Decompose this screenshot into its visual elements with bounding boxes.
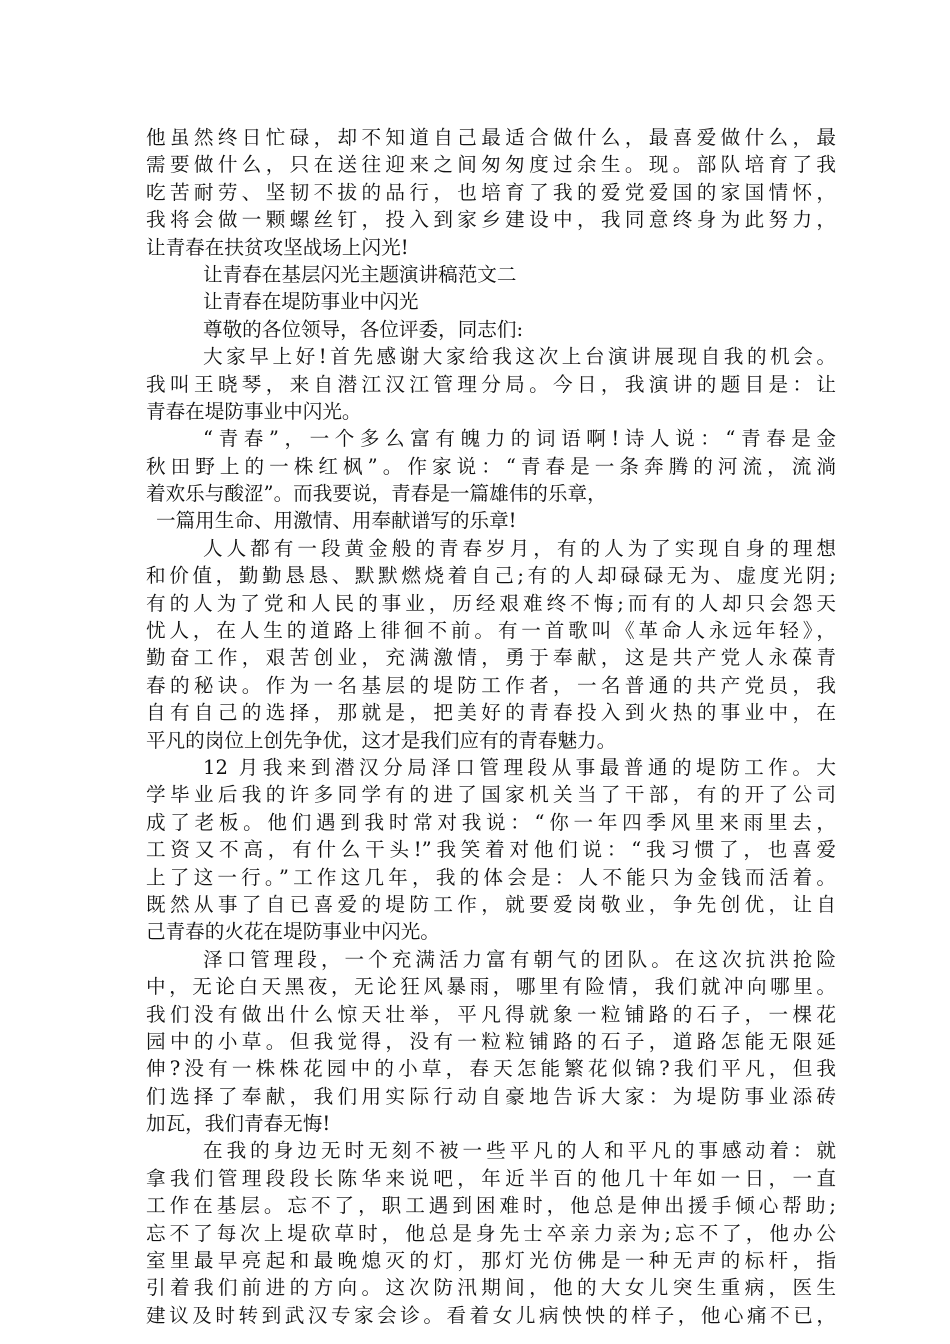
text-line: 学毕业后我的许多同学有的进了国家机关当了干部，有的开了公司 [146, 783, 836, 807]
text-line: 让青春在堤防事业中闪光 [203, 290, 419, 314]
text-line: 上了这一行。”工作这几年，我的体会是：人不能只为金钱而活着。 [146, 865, 836, 889]
text-line: 我将会做一颗螺丝钉，投入到家乡建设中，我同意终身为此努力， [146, 208, 836, 232]
text-line: 12 月我来到潜汉分局泽口管理段从事最普通的堤防工作。大 [203, 755, 836, 779]
text-line: 们选择了奉献，我们用实际行动自豪地告诉大家：为堤防事业添砖 [146, 1084, 836, 1108]
text-line: 己青春的火花在堤防事业中闪光。 [146, 920, 440, 944]
text-line: 和价值，勤勤恳恳、默默燃烧着自己;有的人却碌碌无为、虚度光阴; [146, 564, 836, 588]
text-line: 人人都有一段黄金般的青春岁月，有的人为了实现自身的理想 [203, 536, 836, 560]
text-line: 青春在堤防事业中闪光。 [146, 399, 362, 423]
text-line: 建议及时转到武汉专家会诊。看着女儿病怏怏的样子，他心痛不已， [146, 1303, 836, 1327]
text-line: 尊敬的各位领导，各位评委，同志们: [203, 317, 524, 341]
text-line: 中，无论白天黑夜，无论狂风暴雨，哪里有险情，我们就冲向哪里。 [146, 975, 836, 999]
text-line: 忧人，在人生的道路上徘徊不前。有一首歌叫《革命人永远年轻》， [146, 619, 836, 643]
text-line: 一篇用生命、用激情、用奉献谱写的乐章! [156, 509, 517, 533]
text-line: 平凡的岗位上创先争优，这才是我们应有的青春魅力。 [146, 728, 617, 752]
text-line: 拿我们管理段段长陈华来说吧，年近半百的他几十年如一日，一直 [146, 1166, 836, 1190]
text-line: 室里最早亮起和最晚熄灭的灯，那灯光仿佛是一种无声的标杆，指 [146, 1249, 836, 1273]
text-line: 有的人为了党和人民的事业，历经艰难终不悔;而有的人却只会怨天 [146, 591, 836, 615]
text-line: 忘不了每次上堤砍草时，他总是身先士卒亲力亲为;忘不了，他办公 [146, 1221, 836, 1245]
text-line: 秋田野上的一株红枫”。作家说：“青春是一条奔腾的河流，流淌 [146, 454, 836, 478]
text-line: 工资又不高，有什么干头!”我笑着对他们说：“我习惯了，也喜爱 [146, 838, 836, 862]
text-line: 园中的小草。但我觉得，没有一粒粒铺路的石子，道路怎能无限延 [146, 1029, 836, 1053]
text-line: 加瓦，我们青春无悔! [146, 1112, 331, 1136]
text-line: 让青春在基层闪光主题演讲稿范文二 [203, 262, 517, 286]
text-line: 需要做什么，只在送往迎来之间匆匆度过余生。现。部队培育了我 [146, 153, 836, 177]
text-line: 既然从事了自已喜爱的堤防工作，就要爱岗敬业，争先创优，让自 [146, 892, 836, 916]
text-line: 成了老板。他们遇到我时常对我说：“你一年四季风里来雨里去， [146, 810, 836, 834]
text-line: 工作在基层。忘不了，职工遇到困难时，他总是伸出援手倾心帮助; [146, 1194, 836, 1218]
text-line: 引着我们前进的方向。这次防汛期间，他的大女儿突生重病，医生 [146, 1276, 836, 1300]
text-line: 春的秘诀。作为一名基层的堤防工作者，一名普通的共产党员，我 [146, 673, 836, 697]
text-line: 我们没有做出什么惊天壮举，平凡得就象一粒铺路的石子，一棵花 [146, 1002, 836, 1026]
text-line: 他虽然终日忙碌，却不知道自己最适合做什么，最喜爱做什么，最 [146, 126, 836, 149]
text-line: 大家早上好!首先感谢大家给我这次上台演讲展现自我的机会。 [203, 345, 836, 369]
text-line: 在我的身边无时无刻不被一些平凡的人和平凡的事感动着：就 [203, 1139, 836, 1163]
text-line: 着欢乐与酸涩”。而我要说，青春是一篇雄伟的乐章， [146, 482, 607, 506]
text-line: “青春”，一个多么富有魄力的词语啊!诗人说：“青春是金 [203, 427, 836, 451]
document-page [146, 124, 836, 1329]
text-line: 吃苦耐劳、坚韧不拔的品行，也培育了我的爱党爱国的家国情怀， [146, 180, 836, 204]
text-line: 自有自己的选择，那就是，把美好的青春投入到火热的事业中，在 [146, 701, 836, 725]
text-line: 我叫王晓琴，来自潜江汉江管理分局。今日，我演讲的题目是：让 [146, 372, 836, 396]
text-line: 让青春在扶贫攻坚战场上闪光! [146, 235, 409, 259]
text-line: 勤奋工作，艰苦创业，充满激情，勇于奉献，这是共产党人永葆青 [146, 646, 836, 670]
text-line: 伸?没有一株株花园中的小草，春天怎能繁花似锦?我们平凡，但我 [146, 1057, 836, 1081]
text-line: 泽口管理段，一个充满活力富有朝气的团队。在这次抗洪抢险 [203, 947, 836, 971]
